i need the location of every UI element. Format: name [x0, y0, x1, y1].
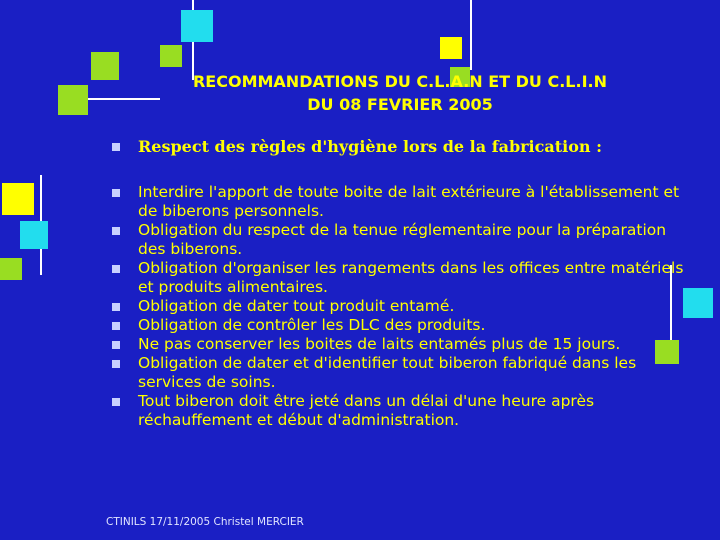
- decor-square-yellow: [440, 37, 462, 59]
- decor-line: [470, 0, 472, 70]
- bullet-icon: [112, 143, 120, 151]
- list-item: [138, 297, 698, 316]
- decor-square-green: [160, 45, 182, 67]
- title-line-1: RECOMMANDATIONS DU C.L.A.N ET DU C.L.I.N: [192, 72, 607, 91]
- decor-square-green: [0, 258, 22, 280]
- bullet-icon: [112, 227, 120, 235]
- decor-square-green: [91, 52, 119, 80]
- decor-square-green: [58, 85, 88, 115]
- decor-square-cyan: [20, 221, 48, 249]
- list-item: [138, 259, 698, 297]
- bullet-icon: [112, 303, 120, 311]
- bullet-icon: [112, 265, 120, 273]
- slide-footer: CTINILS 17/11/2005 Christel MERCIER: [106, 516, 304, 528]
- list-item-text: Obligation du respect de la tenue réglementaire pour la préparation des biberons.: [138, 221, 667, 258]
- list-item-text: Tout biberon doit être jeté dans un délai d'une heure après réchauffement et début d'administration.: [138, 392, 595, 429]
- bullet-icon: [112, 398, 120, 406]
- bullet-icon: [112, 322, 120, 330]
- list-item: [138, 392, 698, 430]
- list-item-text: Interdire l'apport de toute boite de lait extérieure à l'établissement et de biberons personnels.: [138, 183, 680, 220]
- bullet-icon: [112, 341, 120, 349]
- list-item: [138, 316, 698, 335]
- list-item-text: Obligation de dater et d'identifier tout biberon fabriqué dans les services de soins.: [138, 354, 637, 391]
- list-item-text: Ne pas conserver les boites de laits entamés plus de 15 jours.: [138, 335, 621, 353]
- decor-square-yellow: [2, 183, 34, 215]
- list-item-text: Obligation de contrôler les DLC des produits.: [138, 316, 486, 334]
- list-item: [138, 183, 698, 221]
- title-line-2: DU 08 FEVRIER 2005: [307, 95, 493, 114]
- list-item: [138, 221, 698, 259]
- list-item-text: Obligation d'organiser les rangements dans les offices entre matériels et produits alimentaires.: [138, 259, 684, 296]
- list-item: [138, 354, 698, 392]
- decor-square-cyan: [181, 10, 213, 42]
- slide-title: [120, 70, 680, 116]
- bullet-icon: [112, 360, 120, 368]
- list-item: [138, 335, 698, 354]
- list-item-text: Obligation de dater tout produit entamé.: [138, 297, 455, 315]
- bullet-list: [138, 183, 698, 430]
- bullet-icon: [112, 189, 120, 197]
- section-heading: Respect des règles d'hygiène lors de la fabrication :: [138, 137, 602, 156]
